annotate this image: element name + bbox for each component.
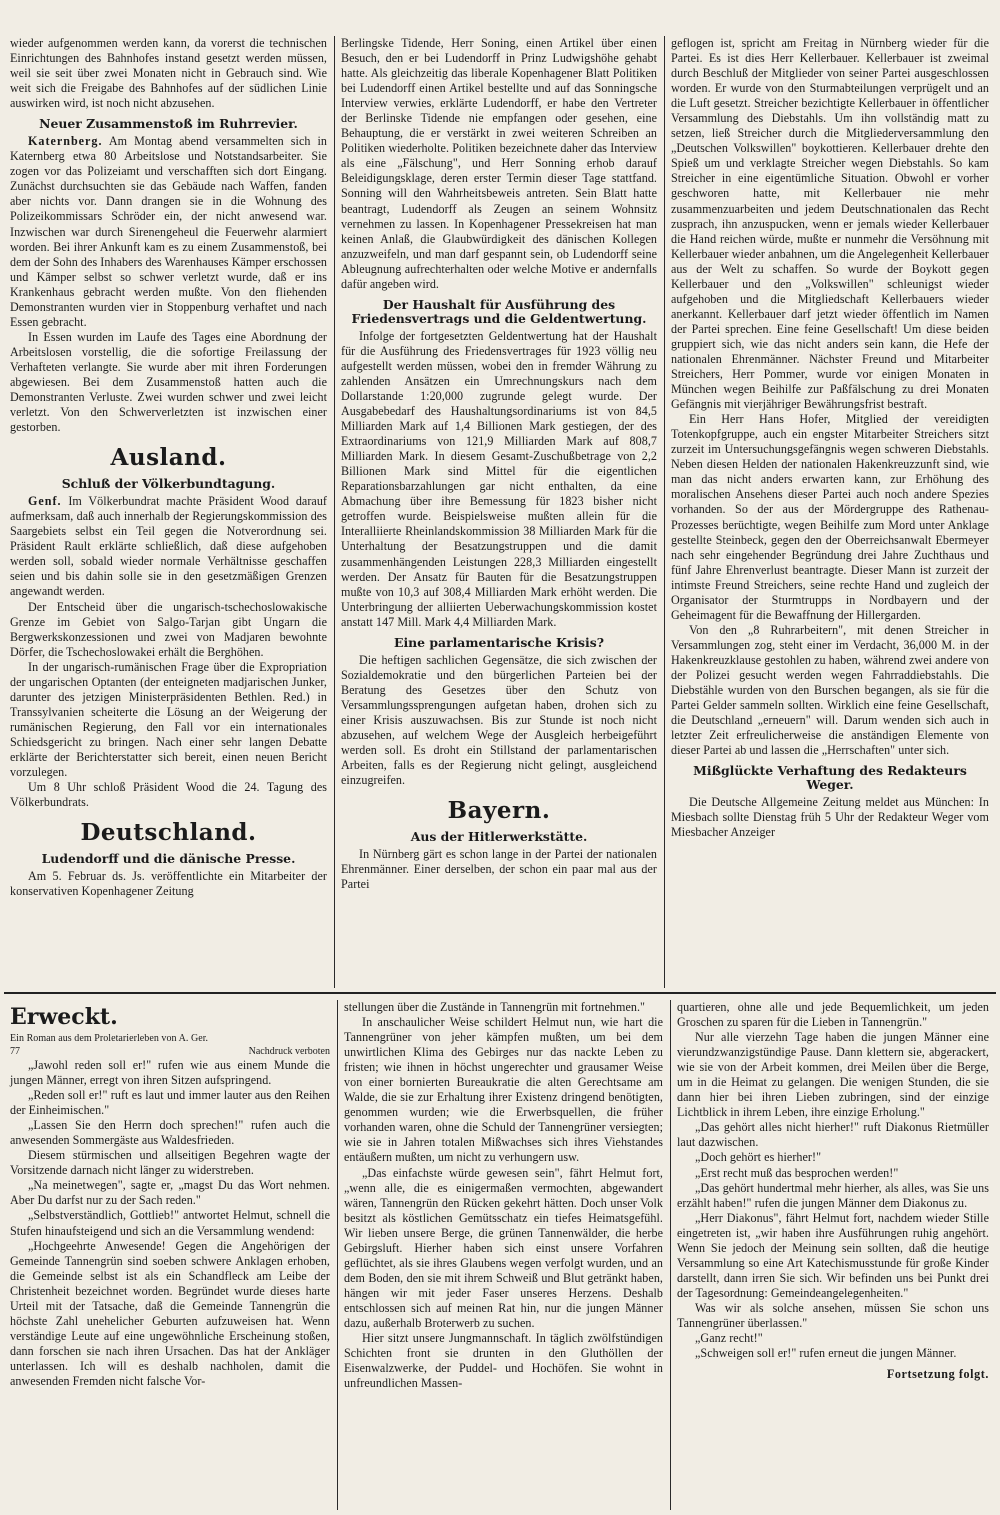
serial-paragraph: „Ganz recht!" <box>695 1331 763 1346</box>
paragraph: Um 8 Uhr schloß Präsident Wood die 24. Tagung des Völkerbundrats. <box>10 780 327 810</box>
serial-column-3 <box>670 1000 996 1510</box>
headline-verhaftung: Mißglückte Verhaftung des Redakteurs Weger. <box>693 763 967 793</box>
paragraph: Der Entscheid über die ungarisch-tschechoslowakische Grenze im Gebiet von Salgo-Tarjan gibt Ungarn die Bergwerkskonzessionen und zwei von Madjaren bewohnte Dörfer, die Tschechoslowakei erhält die Berghöhen. <box>10 599 327 659</box>
headline-zusammenstoss: Neuer Zusammenstoß im Ruhrrevier. <box>39 116 298 132</box>
serial-subtitle: Ein Roman aus dem Proletarierleben von A. Ger. <box>10 1033 209 1044</box>
serial-paragraph: In anschaulicher Weise schildert Helmut nun, wie hart die Tannengrüner von jeher kämpfen mußten, um bei dem unwirtlichen Klima des Gebirges nur das nackte Leben zu fristen; wie ihnen in höchst ungerechter und grausamer Weise von einer bornierten Bureaukratie die alten Gerechtsame am Walde, die sie zur Erhaltung ihrer Existenz dringend benötigten, genommen wurden; wie die Erwerbsquellen, die früher vorhanden waren, ohne die Schuld der Tannengrüner versiegten; wie sie in Jahren totalen Mißwachses sich ihres Viehstandes entäußern mußten, um nicht zu verhungern usw. <box>344 1015 663 1165</box>
serial-paragraph: „Na meinetwegen", sagte er, „magst Du das Wort nehmen. Aber Du darfst nur zu der Sach reden." <box>10 1178 330 1208</box>
paragraph <box>10 494 327 599</box>
paragraph: Von den „8 Ruhrarbeitern", mit denen Streicher in Versammlungen zog, steht einer im Verdacht, 36,000 M. in der Hakenkreuzklause gestohlen zu haben, während zwei andere von der Polizei gesucht werden wegen Fahrraddiebstahls. Die Diebstähle wurden von den Burschen begangen, als sie für die Partei Gelder sammeln sollten. Wirklich eine feine Gesellschaft, die Deutschland „erneuern" will. Darum wenden sich auch in letzter Zeit erfreulicherweise die anständigen Elemente von dieser Partei ab und lassen die „Herrschaften" unter sich. <box>671 622 989 758</box>
paragraph: In Nürnberg gärt es schon lange in der Partei der nationalen Ehrenmänner. Einer derselben, der schon ein paar mal aus der Partei <box>341 847 657 892</box>
headline-ludendorff: Ludendorff und die dänische Presse. <box>41 851 296 867</box>
paragraph: In der ungarisch-rumänischen Frage über die Expropriation der ungarischen Optanten (der enteigneten madjarischen Junker, darunter des jetzigen Ministerpräsidenten Bethlen. Red.) in Transsylvanien scheiterte die Lösung an der Weigerung der rumänischen Regierung, den Fall vor ein internationales Schiedsgericht zu bringen. Nach einer sehr langen Debatte erklärte der Berichterstatter sich bereit, einen neuen Bericht vorzulegen. <box>10 659 327 780</box>
paragraph: In Essen wurden im Laufe des Tages eine Abordnung der Arbeitslosen vorstellig, die die sofortige Freilassung der Verhafteten verlangte. Sie wurde aber mit ihren Forderungen abgewiesen. Bei dem Zusammenstoß hatten auch die Demonstranten Verluste. Zwei wurden schwer und zwei leicht verletzt. Von den Schwerverletzten ist inzwischen einer gestorben. <box>10 329 327 435</box>
serial-paragraph: quartieren, ohne alle und jede Bequemlichkeit, um jeden Groschen zu sparen für die Lieben in Tannengrün." <box>677 1000 989 1030</box>
serial-paragraph: Hier sitzt unsere Jungmannschaft. In täglich zwölfstündigen Schichten front sie drunten in den Gluthöllen der Eisenwalzwerke, der Puddel- und Hochöfen. Sie wohnt in unfreundlichen Massen- <box>344 1331 663 1391</box>
serial-column-2 <box>337 1000 670 1510</box>
headline-hitlerwerkstaette: Aus der Hitlerwerkstätte. <box>410 829 588 845</box>
paragraph: geflogen ist, spricht am Freitag in Nürnberg wieder für die Partei. Es ist dies Herr Kellerbauer. Kellerbauer ist zweimal durch Beschluß der Mitglieder von seiner Partei ausgeschlossen worden. Er wurde von den Sturmabteilungen verprügelt und an die Luft gesetzt. Streicher bezichtigte Kellerbauer in öffentlicher Versammlung des Diebstahls. Um ihn vollständig matt zu setzen, ließ Streicher durch die Mitgliederversammlung den „Deutschen Volkswillen" boykottieren. Kellerbauer drehte den Spieß um und verklagte Streicher wegen Diebstahls. So kam Streicher in eine eigentümliche Situation. Obwohl er vorher geschworen hatte, mit Kellerbauer nie mehr zusammenzuarbeiten und jedem Deutschnationalen das Recht zusprach, ihn anzuspucken, wenn er jemals wieder Kellerbauer die Hand reichen würde, mußte er nunmehr die Versöhnung mit Kellerbauer wieder anbahnen, um die Angelegenheit Kellerbauer aus der Welt zu schaffen. So wurde der Boykott gegen Kellerbauer und den „Volkswillen" schleunigst wieder aufgehoben und die Mitgliedschaft Kellerbauers wieder anerkannt. Kellerbauer darf jetzt wieder öffentlich im Namen der Partei sprechen. Eine feine Gesellschaft! Um diese beiden gruppiert sich, wie das nicht anders sein kann, die Hefe der nationalen Ehrenmänner. Nächster Freund und Mitarbeiter Streichers, Herr Pommer, wurde vor einigen Monaten in München wegen Beihilfe zur Paßfälschung zu drei Monaten Gefängnis mit vierjähriger Bewährungsfrist bestraft. <box>671 36 989 412</box>
headline-haushalt: Der Haushalt für Ausführung des Friedensvertrags und die Geldentwertung. <box>351 296 647 326</box>
serial-paragraph: „Das gehört hundertmal mehr hierher, als alles, was Sie uns erzählt haben!" rufen die jungen Männer dem Diakonus zu. <box>677 1180 989 1210</box>
paragraph: Die Deutsche Allgemeine Zeitung meldet aus München: In Miesbach sollte Dienstag früh 5 Uhr der Redakteur Weger vom Miesbacher Anzeiger <box>671 795 989 840</box>
serial-title: Erweckt. <box>10 1004 118 1030</box>
paragraph: Infolge der fortgesetzten Geldentwertung hat der Haushalt für die Ausführung des Friedensvertrages für 1923 völlig neu aufgestellt werden müssen, wobei den in fremder Währung zu zahlenden Ansätzen ein Umrechnungskurs nach dem Dollarstande 1:20,000 zugrunde gelegt wurde. Der Ausgabebedarf des Haushaltungsordinariums ist von 84,5 Milliarden Mark auf 1,4 Billionen Mark gestiegen, der des Extraordinariums von 121,9 Milliarden Mark auf 808,7 Milliarden Mark. In diesem Gesamt-Zuschußbetrage von 2,2 Billionen Mark sind Mittel für die eigentlichen Reparationsbarzahlungen gar nicht enthalten, da eine Abmachung über ihre Bemessung für 1823 bisher nicht getroffen wurde. Beispielsweise mußten allein für die Interalliierte Rheinlandskommission 38 Milliarden Mark für die Unterhaltung der Besatzungstruppen und die damit zusammenhängenden Leistungen 228,3 Milliarden eingestellt werden. Der Ansatz für Bauten für die Besatzungstruppen mußte von 10,3 auf 308,4 Milliarden Mark erhöht werden. Die Unterbringung der alliierten Ueberwachungskommission kostet anstatt 147 Mill. Mark 4,4 Milliarden Mark. <box>341 328 657 629</box>
dateline: Genf. <box>28 494 62 509</box>
serial-paragraph: „Lassen Sie den Herrn doch sprechen!" rufen auch die anwesenden Sommergäste aus Waldesfrieden. <box>10 1118 330 1148</box>
headline-voelkerbund: Schluß der Völkerbundtagung. <box>61 476 276 492</box>
dateline: Katernberg. <box>28 134 103 149</box>
serial-paragraph: „Erst recht muß das besprochen werden!" <box>695 1165 899 1180</box>
serial-paragraph: „Hochgeehrte Anwesende! Gegen die Angehörigen der Gemeinde Tannengrün sind soeben schwere Anklagen erhoben, die Gemeinde selbst ist als ein Schandfleck am Leibe der Christenheit bezeichnet worden. Begründet wurde dieses harte Urteil mit der Tatsache, daß die Gemeinde Tannengrün die höchste Zahl unehelicher Geburten aufzuweisen hat. Wenn verständige Leute auf eine ungewöhnliche Erscheinung stoßen, dann forschen sie nach ihren Ursachen. Das hat der Ankläger unterlassen. Ich will es deshalb nachholen, damit die anwesenden Fremden nicht falsche Vor- <box>10 1238 330 1388</box>
paragraph: Berlingske Tidende, Herr Soning, einen Artikel über einen Besuch, den er bei Ludendorff in Prinz Ludwigshöhe gehabt hatte. Als gleichzeitig das liberale Kopenhagener Blatt Politiken bei Ludendorff einen Artikel bestellte und auf das Sonningsche Interview verwies, erklärte Ludendorff, er habe den Vertreter der Berlinske Tidende nie empfangen oder gesehen, eine Behauptung, die er verstärkt in zwei weiteren Schreiben an Politiken wiederholte. Politiken bezeichnete daher das Interview als eine „Fälschung", und Herr Sonning erhob darauf Beleidigungsklage, deren erster Termin dieser Tage stattfand. Sonning will den Wahrheitsbeweis antreten. Sein Blatt hatte beantragt, Ludendorff als Zeugen an seinem Wohnsitz vernehmen zu lassen. In Kopenhagener Pressekreisen hat man keinen Anlaß, die Glaubwürdigkeit des dänischen Kollegen anzuzweifeln, und man darf gespannt sein, ob Ludendorff seine Ableugnung aufrechterhalten oder welche Motive er andernfalls dafür angeben wird. <box>341 36 657 291</box>
section-title-ausland: Ausland. <box>110 444 227 472</box>
news-column-1 <box>4 36 334 988</box>
serial-paragraph: „Doch gehört es hierher!" <box>695 1150 822 1165</box>
serial-novel-section <box>4 1000 996 1510</box>
continuation-notice: Fortsetzung folgt. <box>886 1367 989 1382</box>
section-title-bayern: Bayern. <box>447 797 551 825</box>
serial-paragraph: Diesem stürmischen und allseitigen Begehren wagte der Vorsitzende darnach nicht länger zu widerstreben. <box>10 1148 330 1178</box>
serial-paragraph: Was wir als solche ansehen, müssen Sie schon uns Tannengrüner überlassen." <box>677 1300 989 1330</box>
installment-number: 77 <box>10 1046 20 1057</box>
headline-krisis: Eine parlamentarische Krisis? <box>394 634 604 650</box>
paragraph-text: Am Montag abend versammelten sich in Katernberg etwa 80 Arbeitslose und Notstandsarbeiter. Sie zogen vor das Polizeiamt und verschafften sich dort Eingang. Zunächst durchsuchten sie das Gebäude nach Waffen, fanden aber nichts vor. Dann drangen sie in die Wohnung des Polizeikommissars Schröder ein, der nicht anwesend war. Inzwischen war durch Sirenengeheul die Feuerwehr alarmiert worden. Bei ihrer Ankunft kam es zu einem Zusammenstoß, bei dem der Sohn des Inhabers des Warenhauses Kämper erschossen und Kämper selbst so schwer verletzt wurde, daß er ins Krankenhaus gebracht werden mußte. Von den fliehenden Demonstranten wurden vier in Stoppenburg verhaftet und nach Essen gebracht. <box>10 134 328 329</box>
paragraph <box>10 134 327 330</box>
feuilleton-divider <box>4 992 996 994</box>
news-section <box>4 36 996 988</box>
serial-paragraph: „Jawohl reden soll er!" rufen wie aus einem Munde die jungen Männer, erregt von ihren Sitzen aufspringend. <box>10 1058 330 1088</box>
serial-paragraph: „Das gehört alles nicht hierher!" ruft Diakonus Rietmüller laut dazwischen. <box>677 1120 989 1150</box>
paragraph: Die heftigen sachlichen Gegensätze, die sich zwischen der Sozialdemokratie und den bürgerlichen Parteien bei der Beratung des Gesetzes über den Schutz von Versammlungssprengungen aufgetan haben, drohen sich zu einer Krisis auszuwachsen. Bis zur Stunde ist noch nicht abzusehen, auf welchem Wege der Ausgleich herbeigeführt werden soll. Es droht ein Stillstand der parlamentarischen Arbeiten, falls es der Regierung nicht gelingt, ausgleichend einzugreifen. <box>341 652 657 788</box>
serial-paragraph: „Schweigen soll er!" rufen erneut die jungen Männer. <box>695 1346 957 1361</box>
paragraph: Am 5. Februar ds. Js. veröffentlichte ein Mitarbeiter der konservativen Kopenhagener Zeitung <box>10 869 327 899</box>
paragraph: Ein Herr Hans Hofer, Mitglied der vereidigten Totenkopfgruppe, auch ein engster Mitarbeiter Streichers sitzt zurzeit im Untersuchungsgefängnis wegen schweren Diebstahls. Neben diesen Helden der nationalen Hakenkreuzzunft sind, wie man das nicht anders erwarten kann, zur Erhöhung des moralischen Ansehens dieser Partei auch noch andere Spezies vorhanden. So der aus der Mördergruppe des Rathenau-Prozesses berüchtigte, wegen Beihilfe zum Mord unter Anklage gestellte Steinbeck, gegen den der Oberreichsanwalt Ebermeyer nach sehr eingehender Begründung drei Jahre Zuchthaus und fünf Jahre Ehrenverlust beantragte. Dieser Mann ist zurzeit der intimste Freund Streichers, seine rechte Hand und zugleich der Organisator der Sturmtrupps in Nordbayern und der Geheimagent für die Bewaffnung der Hillergarden. <box>671 412 989 622</box>
paragraph: wieder aufgenommen werden kann, da vorerst die technischen Einrichtungen des Bahnhofes instand gesetzt werden müssen, weil sie seit über zwei Monaten nicht in Gebrauch sind. Wie weit sich die Freigabe des Bahnhofes auf der südlichen Linie auswirken wird, ist noch nicht abzusehen. <box>10 36 327 111</box>
serial-meta <box>10 1045 330 1058</box>
serial-paragraph: Nur alle vierzehn Tage haben die jungen Männer eine vierundzwanzigstündige Pause. Dann klettern sie, abgerackert, wie sie von der Arbeit kommen, drei Meilen über die Berge, um in die Heimat zu gelangen. Die wenigen Stunden, die sie dann hier bei ihren Lieben zubringen, sind der einzige Lichtblick in ihrem Leben, ihre einzige Erholung." <box>677 1030 989 1120</box>
serial-paragraph: stellungen über die Zustände in Tannengrün mit fortnehmen." <box>344 1000 646 1014</box>
reprint-notice: Nachdruck verboten <box>248 1046 330 1057</box>
news-column-2 <box>334 36 664 988</box>
paragraph-text: Im Völkerbundrat machte Präsident Wood darauf aufmerksam, daß auch innerhalb der Regierungskommission des Saargebiets selbst ein Teil gegen die Notverordnung sei. Präsident Rault erklärte schließlich, daß diese aufgehoben werden soll, sobald wieder normale Verhältnisse geschaffen seien und bis dahin solle sie in den gesetzmäßigen Grenzen angewandt werden. <box>10 494 327 599</box>
serial-column-1 <box>4 1000 337 1510</box>
section-title-deutschland: Deutschland. <box>80 819 257 847</box>
serial-paragraph: „Das einfachste würde gewesen sein", fährt Helmut fort, „wenn alle, die es einigermaßen vermochten, abgewandert wären, Tannengrün den Rücken gekehrt hätten. Doch unser Volk besitzt als köstlichen Gemütsschatz ein tiefes Heimatsgefühl. Wir lieben unsere Berge, die grünen Tannenwälder, die herbe Gebirgsluft. Hierher haben sich einst unsere Vorfahren geflüchtet, als sie ihres Glaubens wegen verfolgt wurden, und an dem Boden, den sie mit ihrem Schweiß und Blut getränkt haben, hängen wir mit jeder Faser unseres Herzens. Deshalb entschlossen sich auf meinen Rat hin, nur die jungen Männer dazu, außerhalb Broterwerb zu suchen. <box>344 1165 663 1330</box>
serial-paragraph: „Herr Diakonus", fährt Helmut fort, nachdem wieder Stille eingetreten ist, „wir haben ihre Ausführungen ruhig angehört. Wenn Sie jedoch der Meinung sein sollten, daß die heutige Versammlung so eine Art Katechismusstunde für große Kinder darstellt, dann irren Sie sich. Wir befinden uns bei Punkt drei der Tagesordnung: Gemeindeangelegenheiten." <box>677 1210 989 1300</box>
serial-paragraph: „Reden soll er!" ruft es laut und immer lauter aus den Reihen der Einheimischen." <box>10 1088 330 1118</box>
news-column-3 <box>664 36 996 988</box>
serial-paragraph: „Selbstverständlich, Gottlieb!" antwortet Helmut, schnell die Stufen hinaufsteigend und sich an die Versammlung wendend: <box>10 1208 330 1238</box>
